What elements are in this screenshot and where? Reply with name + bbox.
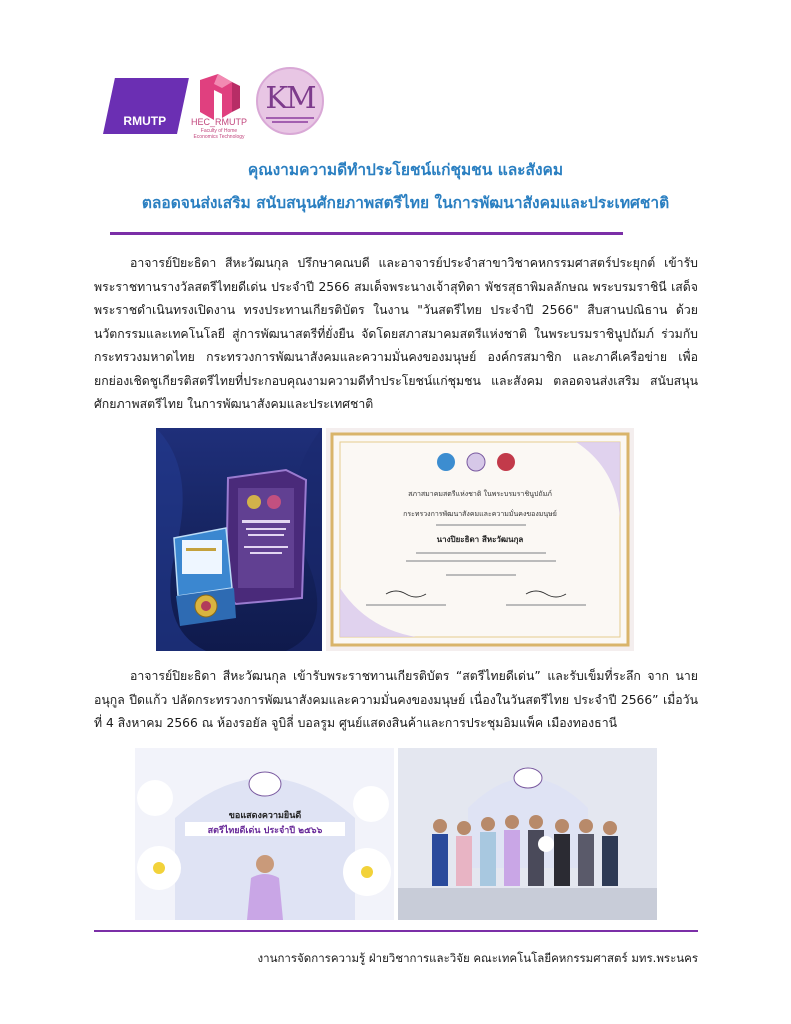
footer-divider [94, 930, 698, 932]
km-logo-text: KM [265, 81, 315, 116]
hec-logo-text: HEC_RMUTP [190, 117, 247, 127]
award-event-photo-1 [135, 748, 394, 920]
rmutp-logo [103, 78, 189, 134]
hec-logo-subtext: Faculty of Home Economics Technology [193, 128, 245, 140]
banner-congrats-text: ขอแสดงความยินดี [228, 811, 302, 821]
body-paragraph-1: อาจารย์ปิยะธิดา สีหะวัฒนกุล ปรึกษาคณบดี และอาจารย์ประจำสาขาวิชาคหกรรมศาสตร์ประยุกต์ เข้ารับพระราชทานรางวัลสตรีไทยดีเด่น ประจำปี 2566 สมเด็จพระนางเจ้าสุทิดา พัชรสุธาพิมลลักษณ พระบรมราชินี เสด็จพระราชดำเนินทรงเปิดงาน ทรงประทานเกียรติบัตร ในงาน "วันสตรีไทย ประจำปี 2566" สืบสานปณิธาน ด้วยนวัตกรรมและเทคโนโลยี สู่การพัฒนาสตรีที่ยั่งยืน จัดโดยสภาสมาคมสตรีแห่งชาติ ในพระบรมราชินูปถัมภ์ ร่วมกับกระทรวงมหาดไทย กระทรวงการพัฒนาสังคมและความมั่นคงของมนุษย์ องค์กรสมาชิก และภาคีเครือข่าย เพื่อยกย่องเชิดชูเกียรติสตรีไทยที่ประกอบคุณงามความดีทำประโยชน์แก่ชุมชน และสังคม ตลอดจนส่งเสริม สนับสนุนศักยภาพสตรีไทย ในการพัฒนาสังคมและประเทศชาติ [94, 256, 698, 411]
trophy-photo [156, 428, 322, 651]
banner-award-text: สตรีไทยดีเด่น ประจำปี ๒๕๖๖ [207, 826, 323, 836]
rmutp-logo-text: RMUTP [123, 114, 167, 128]
certificate-ministry-text: กระทรวงการพัฒนาสังคมและความมั่นคงของมนุษย์ [403, 510, 557, 518]
km-logo-caption [262, 115, 318, 127]
certificate-photo [326, 428, 634, 651]
body-paragraph-2: อาจารย์ปิยะธิดา สีหะวัฒนกุล เข้ารับพระราชทานเกียรติบัตร “สตรีไทยดีเด่น” และรับเข็มที่ระลึก จาก นายอนุกูล ปีดแก้ว ปลัดกระทรวงการพัฒนาสังคมและความมั่นคงของมนุษย์ เนื่องในวันสตรีไทย ประจำปี 2566” เมื่อวันที่ 4 สิงหาคม 2566 ณ ห้องรอยัล จูบิลี่ บอลรูม ศูนย์แสดงสินค้าและการประชุมอิมแพ็ค เมืองทองธานี [94, 669, 698, 730]
award-event-photo-2 [398, 748, 657, 920]
km-logo [256, 67, 324, 135]
title-divider [110, 232, 623, 235]
page-title-line1: คุณงามความดีทำประโยชน์แก่ชุมชน และสังคม [247, 161, 564, 179]
certificate-recipient-name: นางปิยะธิดา สีหะวัฒนกุล [436, 535, 524, 544]
page-title-line2: ตลอดจนส่งเสริม สนับสนุนศักยภาพสตรีไทย ในการพัฒนาสังคมและประเทศชาติ [141, 194, 670, 212]
footer-text: งานการจัดการความรู้ ฝ่ายวิชาการและวิจัย คณะเทคโนโลยีคหกรรมศาสตร์ มทร.พระนคร [257, 951, 698, 965]
certificate-org-text: สภาสมาคมสตรีแห่งชาติ ในพระบรมราชินูปถัมภ์ [408, 490, 552, 498]
